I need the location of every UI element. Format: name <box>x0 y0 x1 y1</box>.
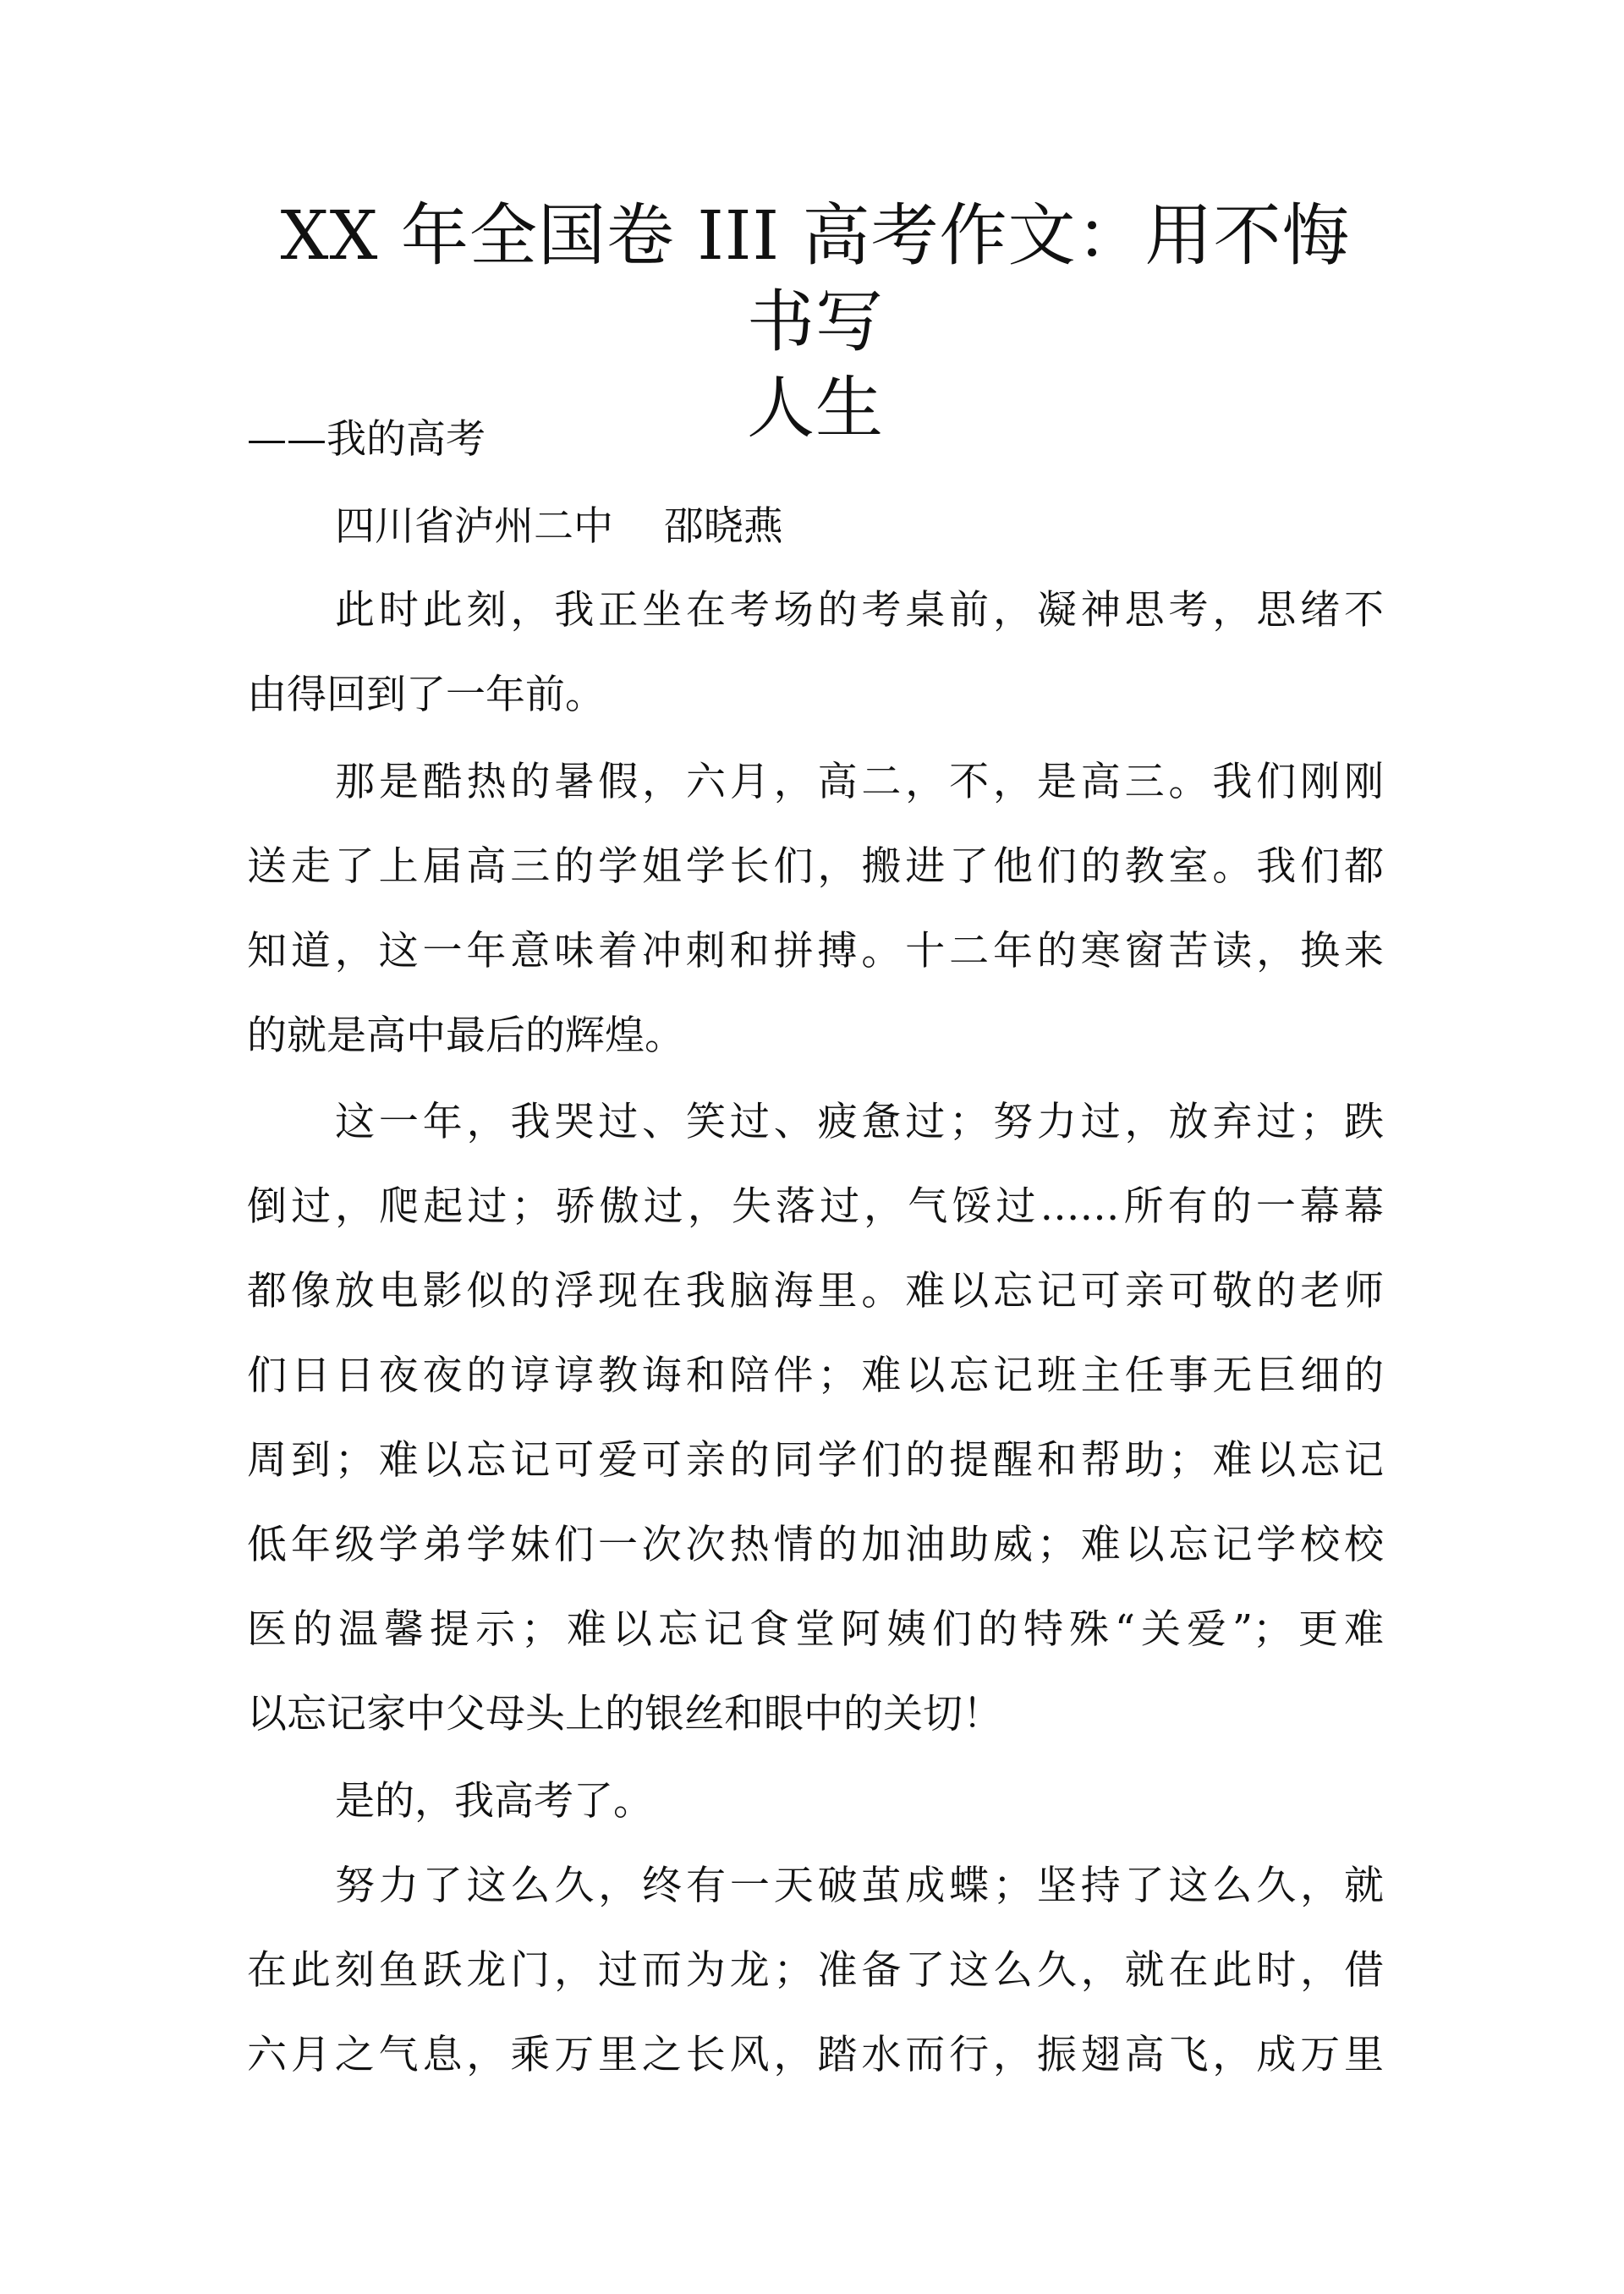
paragraph-5-line-1: 努力了这么久，终有一天破茧成蝶；坚持了这么久，就 <box>335 1863 1384 1909</box>
paragraph-3-line-6: 低年级学弟学妹们一次次热情的加油助威；难以忘记学校校 <box>247 1522 1384 1568</box>
paragraph-4-line-1: 是的，我高考了。 <box>335 1778 653 1825</box>
paragraph-2-line-2: 送走了上届高三的学姐学长们，搬进了他们的教室。我们都 <box>247 843 1384 890</box>
title-line-2: 人生 <box>747 369 884 447</box>
subtitle: ——我的高考 <box>247 416 486 463</box>
paragraph-2-line-1: 那是酷热的暑假，六月，高二，不，是高三。我们刚刚 <box>335 759 1384 805</box>
author-line: 四川省泸州二中 邵晓燕 <box>335 503 783 550</box>
paragraph-2-line-4: 的就是高中最后的辉煌。 <box>247 1013 684 1059</box>
paragraph-3-line-4: 们日日夜夜的谆谆教诲和陪伴；难以忘记班主任事无巨细的 <box>247 1353 1384 1399</box>
paragraph-1-line-1: 此时此刻，我正坐在考场的考桌前，凝神思考，思绪不 <box>335 587 1384 634</box>
paragraph-3-line-7: 医的温馨提示；难以忘记食堂阿姨们的特殊“关爱”；更难 <box>247 1606 1384 1653</box>
paragraph-3-line-5: 周到；难以忘记可爱可亲的同学们的提醒和帮助；难以忘记 <box>247 1437 1384 1484</box>
paragraph-5-line-2: 在此刻鱼跃龙门，过而为龙；准备了这么久，就在此时，借 <box>247 1947 1384 1994</box>
paragraph-1-line-2: 由得回到了一年前。 <box>247 672 605 718</box>
paragraph-3-line-3: 都像放电影似的浮现在我脑海里。难以忘记可亲可敬的老师 <box>247 1268 1384 1314</box>
paragraph-3-line-1: 这一年，我哭过、笑过、疲惫过；努力过，放弃过；跌 <box>335 1099 1384 1145</box>
paragraph-5-line-3: 六月之气息，乘万里之长风，踏水而行，振翅高飞，成万里 <box>247 2032 1384 2078</box>
title-line-1: XX 年全国卷 III 高考作文：用不悔书写 <box>280 196 1351 361</box>
document-title <box>247 193 1384 452</box>
paragraph-3-line-8: 以忘记家中父母头上的银丝和眼中的关切！ <box>247 1691 1002 1737</box>
paragraph-3-line-2: 倒过，爬起过；骄傲过，失落过，气馁过……所有的一幕幕 <box>247 1183 1384 1230</box>
paragraph-2-line-3: 知道，这一年意味着冲刺和拼搏。十二年的寒窗苦读，换来 <box>247 928 1384 974</box>
